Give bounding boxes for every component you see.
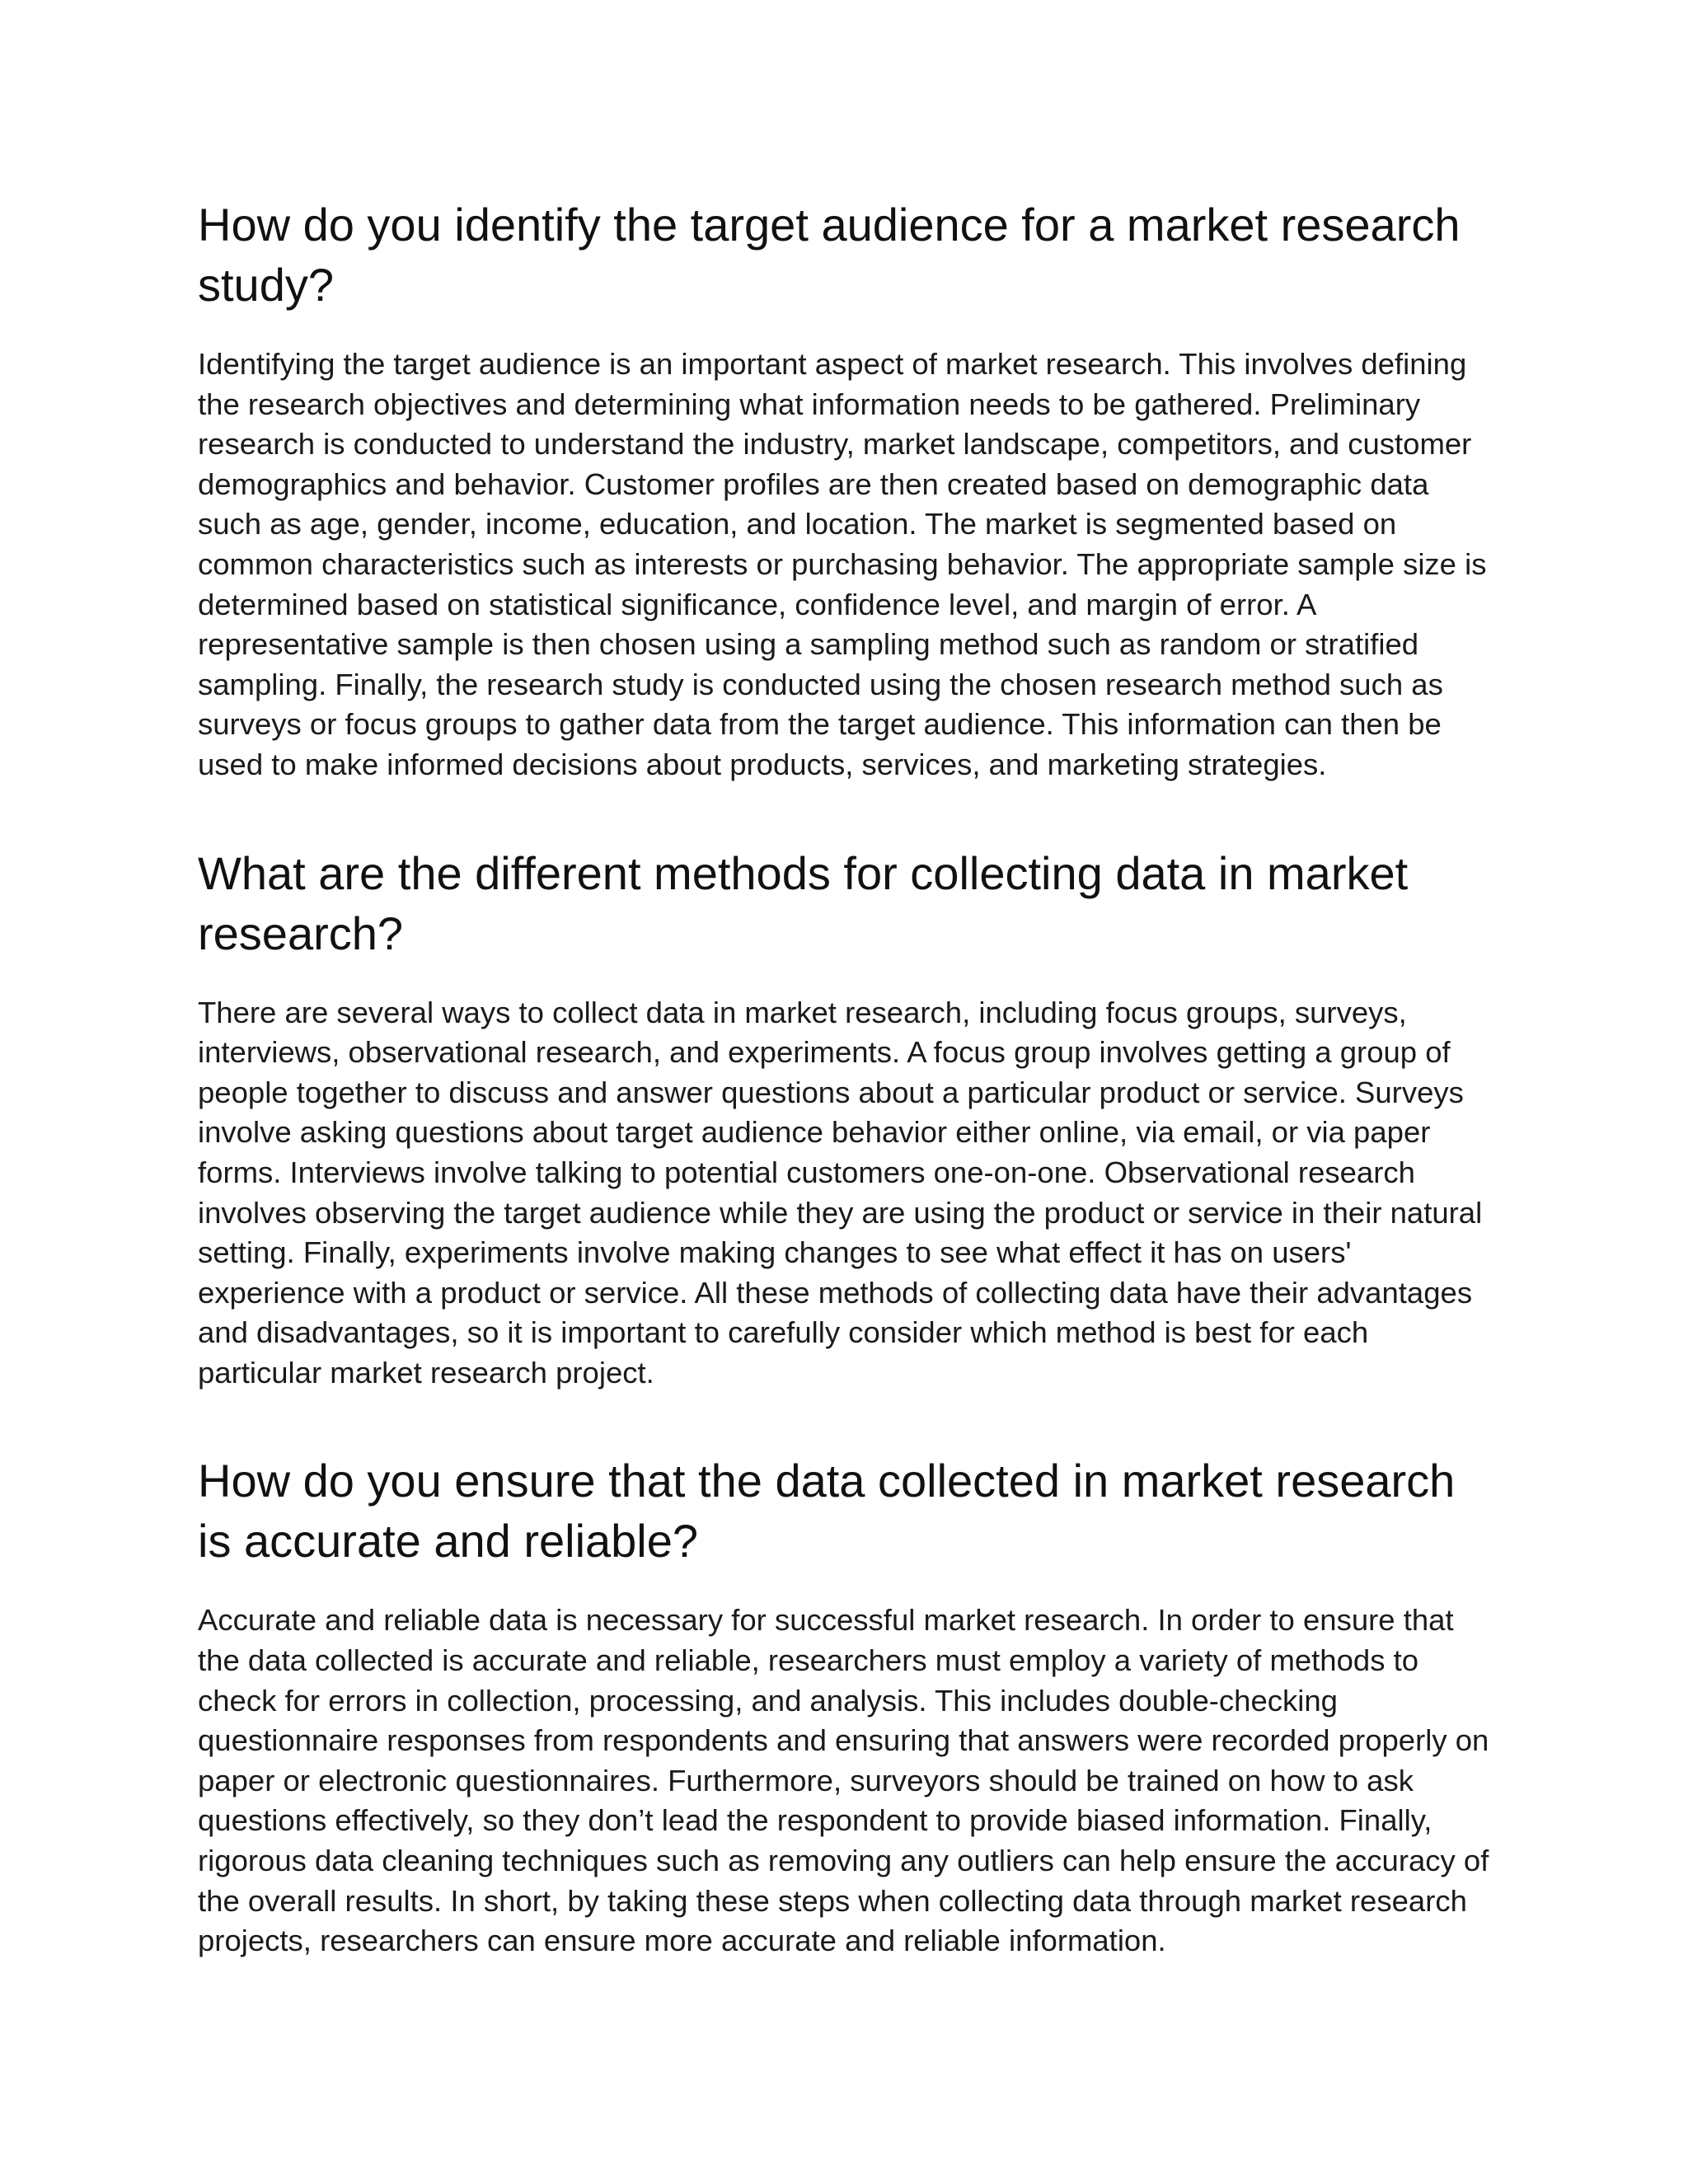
section-heading: How do you ensure that the data collected in market research is accurate and reliable? xyxy=(198,1455,1456,1568)
section-paragraph: There are several ways to collect data in market research, including focus groups, surveys, interviews, observational research, and experiments. A focus group involves getting a group of people together to discuss and answer questions about a particular product or service. Surveys involve asking questions about target audience behavior either online, via email, or via paper forms. Interviews involve talking to potential customers one-on-one. Observational research involves observing the target audience while they are using the product or service in their natural setting. Finally, experiments involve making changes to see what effect it has on users' experience with a product or service. All these methods of collecting data have their advantages and disadvantages, so it is important to carefully consider which method is best for each particular market research project. xyxy=(198,995,1483,1390)
section-paragraph: Accurate and reliable data is necessary for successful market research. In order to ensure that the data collected is accurate and reliable, researchers must employ a variety of methods to check for errors in collection, processing, and analysis. This includes double-checking questionnaire responses from respondents and ensuring that answers were recorded properly on paper or electronic questionnaires. Furthermore, surveyors should be trained on how to ask questions effectively, so they don’t lead the respondent to provide biased information. Finally, rigorous data cleaning techniques such as removing any outliers can help ensure the accuracy of the overall results. In short, by taking these steps when collecting data through market research projects, researchers can ensure more accurate and reliable information. xyxy=(198,1603,1489,1958)
section-data-accuracy xyxy=(198,1451,1490,1961)
section-heading: How do you identify the target audience for a market research study? xyxy=(198,199,1461,311)
document-content xyxy=(198,194,1490,1961)
section-data-collection-methods xyxy=(198,843,1490,1394)
section-paragraph: Identifying the target audience is an important aspect of market research. This involves defining the research objectives and determining what information needs to be gathered. Preliminary research is conducted to understand the industry, market landscape, competitors, and customer demographics and behavior. Customer profiles are then created based on demographic data such as age, gender, income, education, and location. The market is segmented based on common characteristics such as interests or purchasing behavior. The appropriate sample size is determined based on statistical significance, confidence level, and margin of error. A representative sample is then chosen using a sampling method such as random or stratified sampling. Finally, the research study is conducted using the chosen research method such as surveys or focus groups to gather data from the target audience. This information can then be used to make informed decisions about products, services, and marketing strategies. xyxy=(198,347,1487,781)
section-target-audience xyxy=(198,194,1490,785)
section-heading: What are the different methods for collecting data in market research? xyxy=(198,846,1409,959)
